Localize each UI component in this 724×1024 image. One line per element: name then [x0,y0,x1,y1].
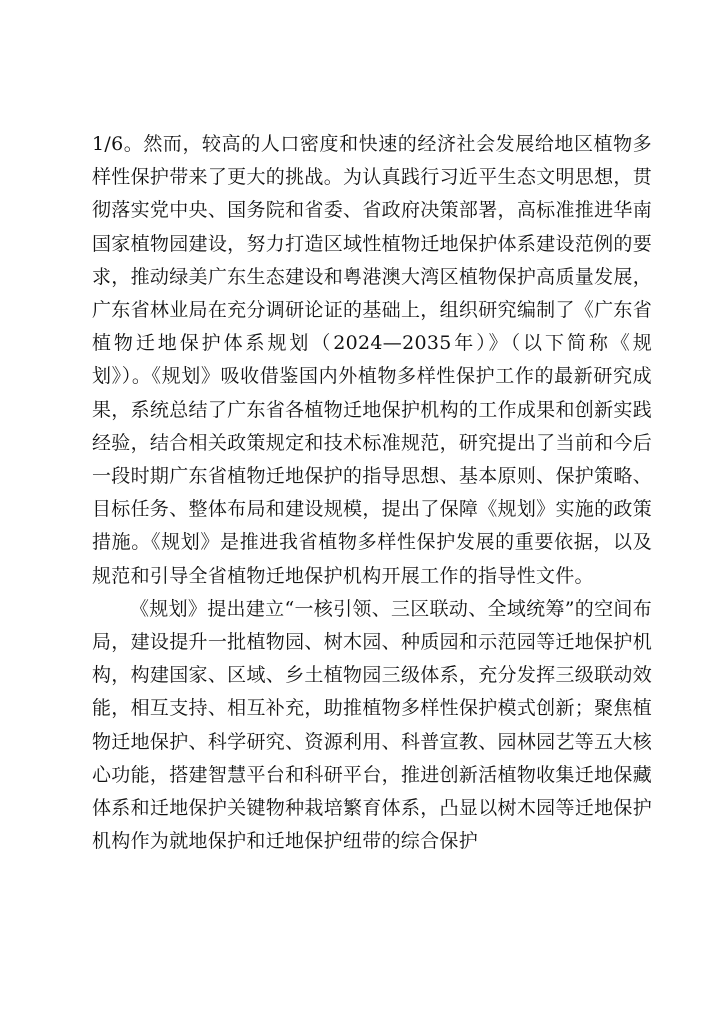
body-text [92,128,652,858]
paragraph-1: 1/6。然而，较高的人口密度和快速的经济社会发展给地区植物多样性保护带来了更大的挑战。为认真践行习近平生态文明思想，贯彻落实党中央、国务院和省委、省政府决策部署，高标准推进华南国家植物园建设，努力打造区域性植物迁地保护体系建设范例的要求，推动绿美广东生态建设和粤港澳大湾区植物保护高质量发展，广东省林业局在充分调研论证的基础上，组织研究编制了《广东省植物迁地保护体系规划（2024—2035年）》（以下简称《规划》）。《规划》吸收借鉴国内外植物多样性保护工作的最新研究成果，系统总结了广东省各植物迁地保护机构的工作成果和创新实践经验，结合相关政策规定和技术标准规范，研究提出了当前和今后一段时期广东省植物迁地保护的指导思想、基本原则、保护策略、目标任务、整体布局和建设规模，提出了保障《规划》实施的政策措施。《规划》是推进我省植物多样性保护发展的重要依据，以及规范和引导全省植物迁地保护机构开展工作的指导性文件。 [92,133,652,587]
paragraph-2: 《规划》提出建立“一核引领、三区联动、全域统筹”的空间布局，建设提升一批植物园、树木园、种质园和示范园等迁地保护机构，构建国家、区域、乡土植物园三级体系，充分发挥三级联动效能，相互支持、相互补充，助推植物多样性保护模式创新；聚焦植物迁地保护、科学研究、资源利用、科普宣教、园林园艺等五大核心功能，搭建智慧平台和科研平台，推进创新活植物收集迁地保藏体系和迁地保护关键物种栽培繁育体系，凸显以树木园等迁地保护机构作为就地保护和迁地保护纽带的综合保护 [92,597,652,853]
